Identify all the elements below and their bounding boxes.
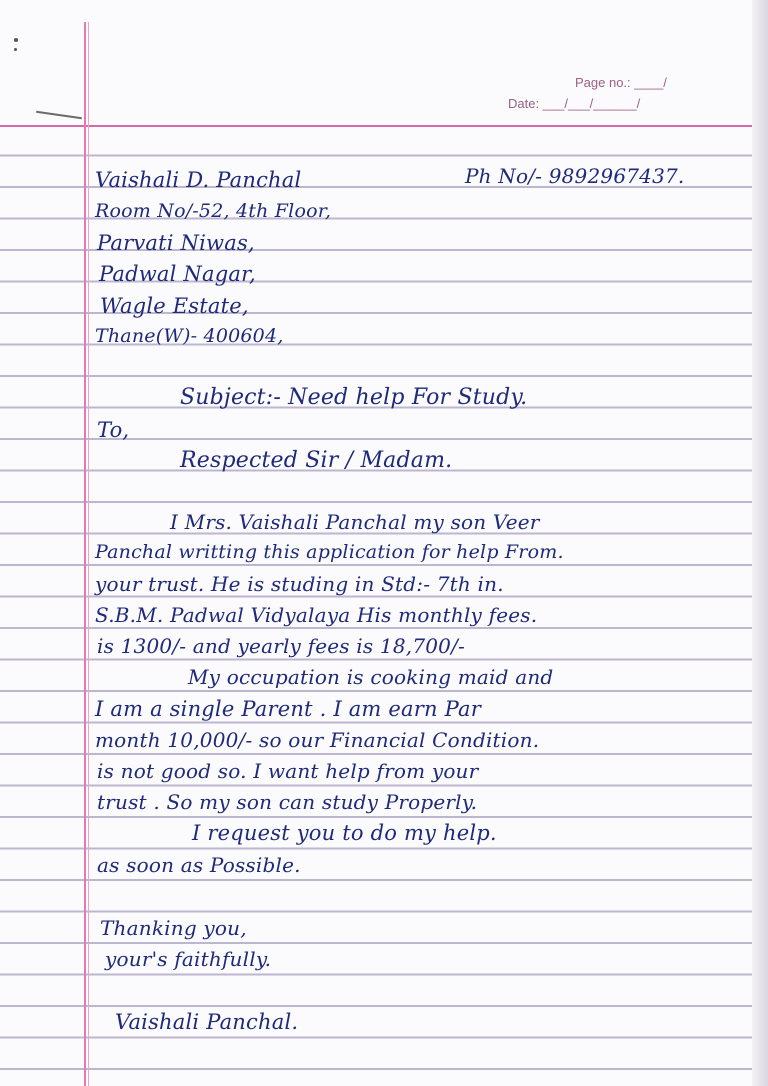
closing-thanks: Thanking you, bbox=[100, 916, 247, 940]
signature: Vaishali Panchal. bbox=[115, 1010, 299, 1034]
date-label: Date: ___/___/______/ bbox=[508, 96, 641, 111]
body-line: as soon as Possible. bbox=[97, 853, 301, 877]
salutation: Respected Sir / Madam. bbox=[180, 448, 453, 473]
body-line: I am a single Parent . I am earn Par bbox=[95, 697, 481, 721]
body-line: I request you to do my help. bbox=[192, 821, 497, 845]
sender-building: Parvati Niwas, bbox=[97, 231, 255, 255]
page-edge-shadow bbox=[752, 0, 768, 1086]
margin-line-inner bbox=[88, 22, 89, 1086]
body-line: Panchal writting this application for help From. bbox=[95, 541, 564, 563]
body-line: I Mrs. Vaishali Panchal my son Veer bbox=[170, 510, 540, 534]
margin-line bbox=[84, 22, 86, 1086]
closing-yours: your's faithfully. bbox=[105, 947, 272, 971]
page-header-area bbox=[0, 0, 768, 125]
to-line: To, bbox=[97, 418, 130, 442]
page-no-label: Page no.: ____/ bbox=[575, 75, 667, 90]
body-line: is 1300/- and yearly fees is 18,700/- bbox=[97, 634, 465, 658]
body-line: month 10,000/- so our Financial Condition. bbox=[95, 728, 540, 752]
sender-area: Padwal Nagar, bbox=[99, 262, 256, 286]
punch-mark bbox=[14, 48, 17, 51]
sender-city: Thane(W)- 400604, bbox=[95, 325, 284, 347]
header-rule bbox=[0, 125, 768, 127]
body-line: trust . So my son can study Properly. bbox=[97, 790, 478, 814]
sender-locality: Wagle Estate, bbox=[100, 294, 249, 318]
subject-line: Subject:- Need help For Study. bbox=[180, 385, 528, 410]
sender-name: Vaishali D. Panchal bbox=[95, 168, 302, 192]
body-line: your trust. He is studing in Std:- 7th in. bbox=[95, 572, 504, 596]
sender-room: Room No/-52, 4th Floor, bbox=[95, 200, 332, 222]
punch-mark bbox=[14, 38, 18, 42]
body-line: S.B.M. Padwal Vidyalaya His monthly fees. bbox=[95, 603, 538, 627]
body-line: My occupation is cooking maid and bbox=[188, 665, 554, 689]
sender-phone: Ph No/- 9892967437. bbox=[465, 164, 685, 188]
body-line: is not good so. I want help from your bbox=[97, 759, 479, 783]
